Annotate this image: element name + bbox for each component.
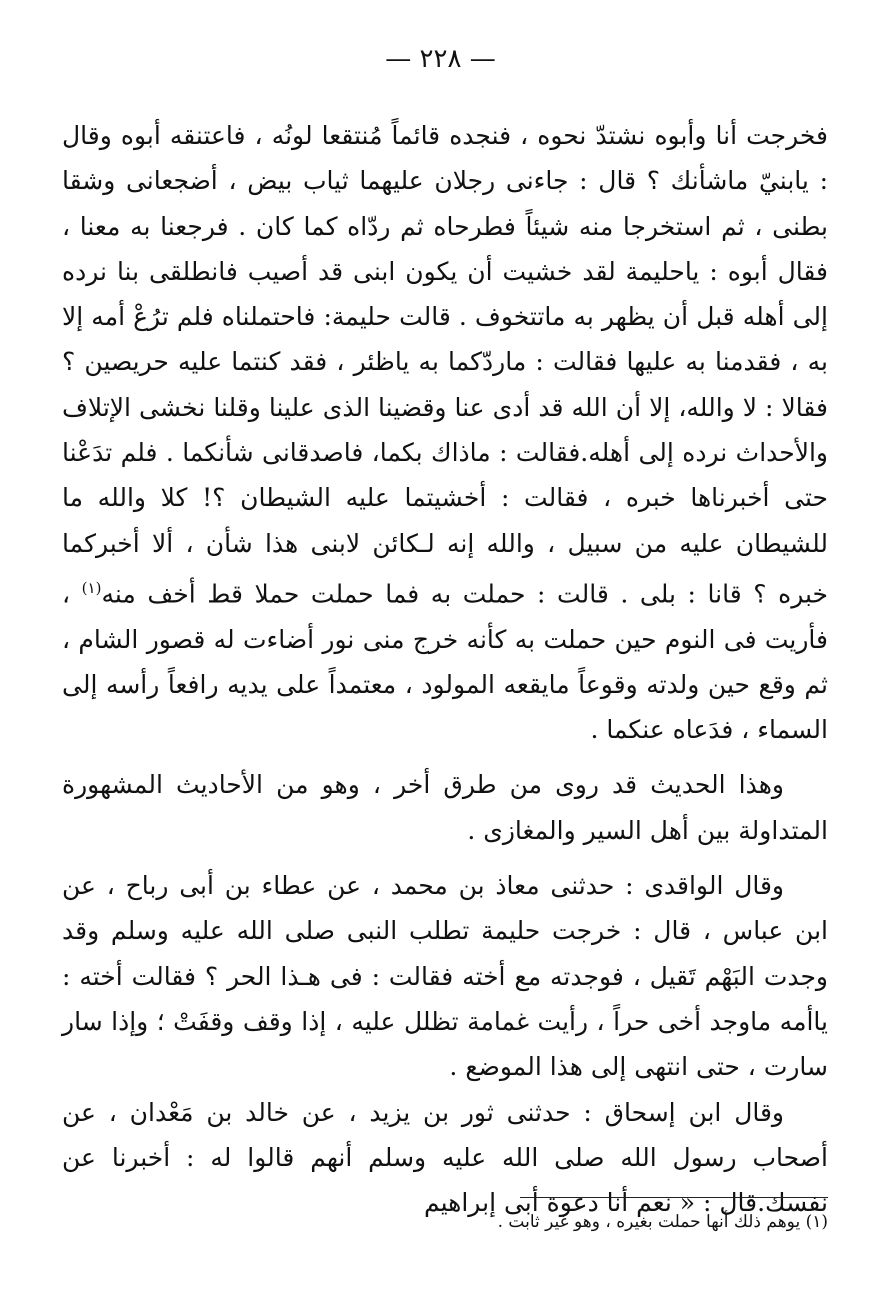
paragraph-2: وهذا الحديث قد روى من طرق أخر ، وهو من الأحاديث المشهورة المتداولة بين أهل السير والمغازى . xyxy=(62,770,828,845)
paragraph-1-continued: ، فأريت فى النوم حين حملت به كأنه خرج منى نور أضاءت له قصور الشام ، ثم وقع حين ولدته وقوعاً مايقعه المولود ، معتمداً على يديه رافعاً رأسه إلى السماء ، فدَعاه عنكما . xyxy=(62,579,828,745)
main-text xyxy=(62,113,828,1225)
paragraph-4: وقال ابن إسحاق : حدثنى ثور بن يزيد ، عن خالد بن مَعْدان ، عن أصحاب رسول الله صلى الله عليه وسلم أنهم قالوا له : أخبرنا عن نفسك.قال : « نعم أنا دعوة أبى إبراهيم xyxy=(62,1097,828,1218)
footnote-divider xyxy=(520,1197,828,1198)
paragraph-1-text: فخرجت أنا وأبوه نشتدّ نحوه ، فنجده قائماً مُنتقعا لونُه ، فاعتنقه أبوه وقال : يابنيّ ماشأنك ؟ قال : جاءنى رجلان عليهما ثياب بيض ، أضجعانى وشقا بطنى ، ثم استخرجا منه شيئاً فطرحاه ثم ردّاه كما كان . فرجعنا به معنا ، فقال أبوه : ياحليمة لقد خشيت أن يكون ابنى قد أصيب فانطلقى بنا نرده إلى أهله قبل أن يظهر به ماتتخوف . قالت حليمة: فاحتملناه فلم ترُعْ أمه إلا به ، فقدمنا به عليها فقالت : ماردّكما به ياظئر ، فقد كنتما عليه حريصين ؟ فقالا : لا والله، إلا أن الله قد أدى عنا وقضينا الذى علينا وقلنا نخشى الإتلاف والأحداث نرده إلى أهله.فقالت : ماذاك بكما، فاصدقانى شأنكما . فلم تدَعْنا حتى أخبرناها خبره ، فقالت : أخشيتما عليه الشيطان ؟! كلا والله ما للشيطان عليه من سبيل ، والله إنه لـكائن لابنى هذا شأن ، ألا أخبركما خبره ؟ قانا : بلى . قالت : حملت به فما حملت حملا قط أخف منه xyxy=(62,121,829,609)
paragraph-3: وقال الواقدى : حدثنى معاذ بن محمد ، عن عطاء بن أبى رباح ، عن ابن عباس ، قال : خرجت حليمة تطلب النبى صلى الله عليه وسلم وقد وجدت البَهْم تَقيل ، فوجدته مع أخته فقالت : فى هـذا الحر ؟ فقالت أخته : ياأمه ماوجد أخى حراً ، رأيت غمامة تظلل عليه ، إذا وقف وقفَتْ ؛ وإذا سار سارت ، حتى انتهى إلى هذا الموضع . xyxy=(62,871,828,1082)
footnote-marker: (١) xyxy=(81,578,102,597)
paragraph-gap xyxy=(62,853,828,863)
footnote: (١) يوهم ذلك أنها حملت بغيره ، وهو غير ثابت . xyxy=(497,1212,828,1232)
paragraph-gap xyxy=(62,752,828,762)
page-number: — ٢٢٨ — xyxy=(385,44,496,74)
paragraph-1 xyxy=(62,113,828,752)
